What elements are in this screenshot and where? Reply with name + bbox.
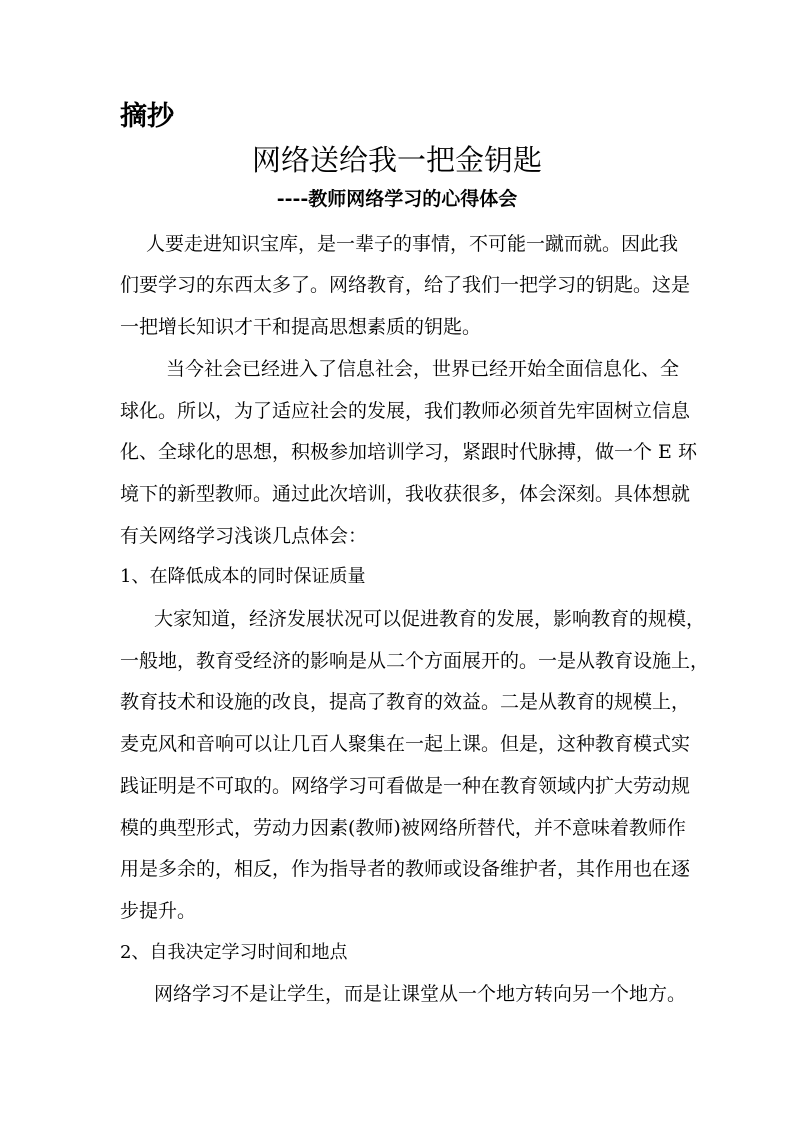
document-subtitle: ----教师网络学习的心得体会 bbox=[276, 188, 518, 210]
paragraph-line: 网络学习不是让学生，而是让课堂从一个地方转向另一个地方。 bbox=[154, 983, 687, 1005]
paragraph-line: 们要学习的东西太多了。网络教育，给了我们一把学习的钥匙。这是 bbox=[120, 274, 691, 296]
section-heading-2: 2、自我决定学习时间和地点 bbox=[120, 942, 348, 963]
paragraph-line: 一般地，教育受经济的影响是从二个方面展开的。一是从教育设施上， bbox=[120, 650, 710, 672]
excerpt-label: 摘抄 bbox=[120, 101, 174, 132]
paragraph-line: 有关网络学习浅谈几点体会： bbox=[120, 525, 368, 547]
paragraph-line: 步提升。 bbox=[120, 900, 197, 922]
paragraph-line: 麦克风和音响可以让几百人聚集在一起上课。但是，这种教育模式实 bbox=[120, 733, 691, 755]
paragraph-line: 境下的新型教师。通过此次培训，我收获很多，体会深刻。具体想就 bbox=[120, 483, 691, 505]
paragraph-line: 模的典型形式，劳动力因素(教师)被网络所替代，并不意味着教师作 bbox=[120, 817, 686, 839]
paragraph-line: 球化。所以，为了适应社会的发展，我们教师必须首先牢固树立信息 bbox=[120, 400, 691, 422]
paragraph-line: 化、全球化的思想，积极参加培训学习，紧跟时代脉搏，做一个 E 环 bbox=[120, 441, 697, 463]
paragraph-line: 当今社会已经进入了信息社会，世界已经开始全面信息化、全 bbox=[166, 358, 680, 380]
section-heading-1: 1、在降低成本的同时保证质量 bbox=[120, 566, 366, 587]
paragraph-line: 人要走进知识宝库，是一辈子的事情，不可能一蹴而就。因此我 bbox=[146, 233, 679, 255]
document-title: 网络送给我一把金钥匙 bbox=[251, 143, 542, 177]
paragraph-line: 大家知道，经济发展状况可以促进教育的发展，影响教育的规模， bbox=[154, 608, 706, 630]
paragraph-line: 教育技术和设施的改良，提高了教育的效益。二是从教育的规模上， bbox=[120, 691, 691, 713]
paragraph-line: 用是多余的，相反，作为指导者的教师或设备维护者，其作用也在逐 bbox=[120, 858, 691, 880]
paragraph-line: 践证明是不可取的。网络学习可看做是一种在教育领域内扩大劳动规 bbox=[120, 775, 691, 797]
paragraph-line: 一把增长知识才干和提高思想素质的钥匙。 bbox=[120, 316, 482, 338]
